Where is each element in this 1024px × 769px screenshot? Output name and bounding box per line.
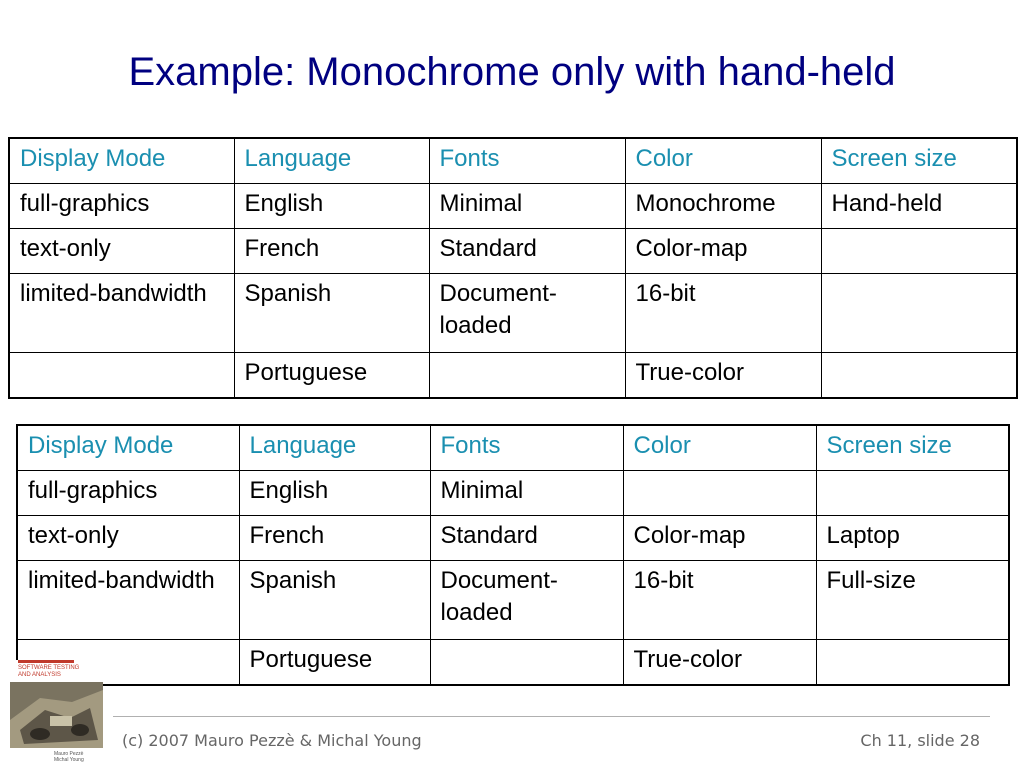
footer-divider — [113, 716, 990, 717]
table-row — [9, 274, 1017, 353]
table-row — [9, 184, 1017, 229]
table-cell: Hand-held — [821, 184, 1017, 229]
header-fonts: Fonts — [430, 425, 623, 471]
table-row — [9, 353, 1017, 399]
table-cell: full-graphics — [9, 184, 234, 229]
table-cell: 16-bit — [625, 274, 821, 353]
footer-slide-number: Ch 11, slide 28 — [860, 731, 980, 750]
table-cell: Spanish — [239, 561, 430, 640]
table-cell: Minimal — [430, 471, 623, 516]
category-table-monochrome — [8, 137, 1018, 399]
table-cell: text-only — [9, 229, 234, 274]
table-cell: limited-bandwidth — [9, 274, 234, 353]
footer-copyright: (c) 2007 Mauro Pezzè & Michal Young — [122, 731, 422, 750]
table-cell: Laptop — [816, 516, 1009, 561]
header-language: Language — [234, 138, 429, 184]
table-cell: Color-map — [625, 229, 821, 274]
table-cell: Full-size — [816, 561, 1009, 640]
table-cell: Portuguese — [239, 640, 430, 686]
table-cell: Standard — [429, 229, 625, 274]
table-cell: True-color — [623, 640, 816, 686]
svg-text:AND ANALYSIS: AND ANALYSIS — [18, 672, 61, 678]
header-language: Language — [239, 425, 430, 471]
table-cell: Monochrome — [625, 184, 821, 229]
table-header-row — [9, 138, 1017, 184]
table-cell: Spanish — [234, 274, 429, 353]
table-cell — [9, 353, 234, 399]
header-screen-size: Screen size — [821, 138, 1017, 184]
table-cell — [816, 471, 1009, 516]
table-cell: limited-bandwidth — [17, 561, 239, 640]
table-cell — [429, 353, 625, 399]
table-cell: full-graphics — [17, 471, 239, 516]
header-screen-size: Screen size — [816, 425, 1009, 471]
table-cell: True-color — [625, 353, 821, 399]
table-cell: Color-map — [623, 516, 816, 561]
table-cell: English — [234, 184, 429, 229]
table-cell — [623, 471, 816, 516]
header-display-mode: Display Mode — [9, 138, 234, 184]
svg-text:Michal Young: Michal Young — [54, 757, 84, 763]
table-cell: Document-loaded — [430, 561, 623, 640]
table-cell: Standard — [430, 516, 623, 561]
slide-title: Example: Monochrome only with hand-held — [128, 50, 896, 94]
table-row — [17, 516, 1009, 561]
table-cell: French — [239, 516, 430, 561]
table-cell — [821, 274, 1017, 353]
table-cell: English — [239, 471, 430, 516]
table-cell — [816, 640, 1009, 686]
category-table-revised — [16, 424, 1010, 686]
header-color: Color — [625, 138, 821, 184]
book-cover-icon — [10, 660, 103, 764]
table-cell: Minimal — [429, 184, 625, 229]
table-row — [17, 471, 1009, 516]
header-color: Color — [623, 425, 816, 471]
table-row — [17, 561, 1009, 640]
table-row — [17, 640, 1009, 686]
table-row — [9, 229, 1017, 274]
svg-text:Mauro Pezzè: Mauro Pezzè — [54, 751, 84, 757]
table-cell: text-only — [17, 516, 239, 561]
table-cell — [821, 229, 1017, 274]
table-cell: 16-bit — [623, 561, 816, 640]
table-cell — [821, 353, 1017, 399]
table-header-row — [17, 425, 1009, 471]
header-display-mode: Display Mode — [17, 425, 239, 471]
svg-text:SOFTWARE TESTING: SOFTWARE TESTING — [18, 665, 80, 671]
table-cell: Portuguese — [234, 353, 429, 399]
table-cell: French — [234, 229, 429, 274]
table-cell: Document-loaded — [429, 274, 625, 353]
header-fonts: Fonts — [429, 138, 625, 184]
table-cell — [430, 640, 623, 686]
